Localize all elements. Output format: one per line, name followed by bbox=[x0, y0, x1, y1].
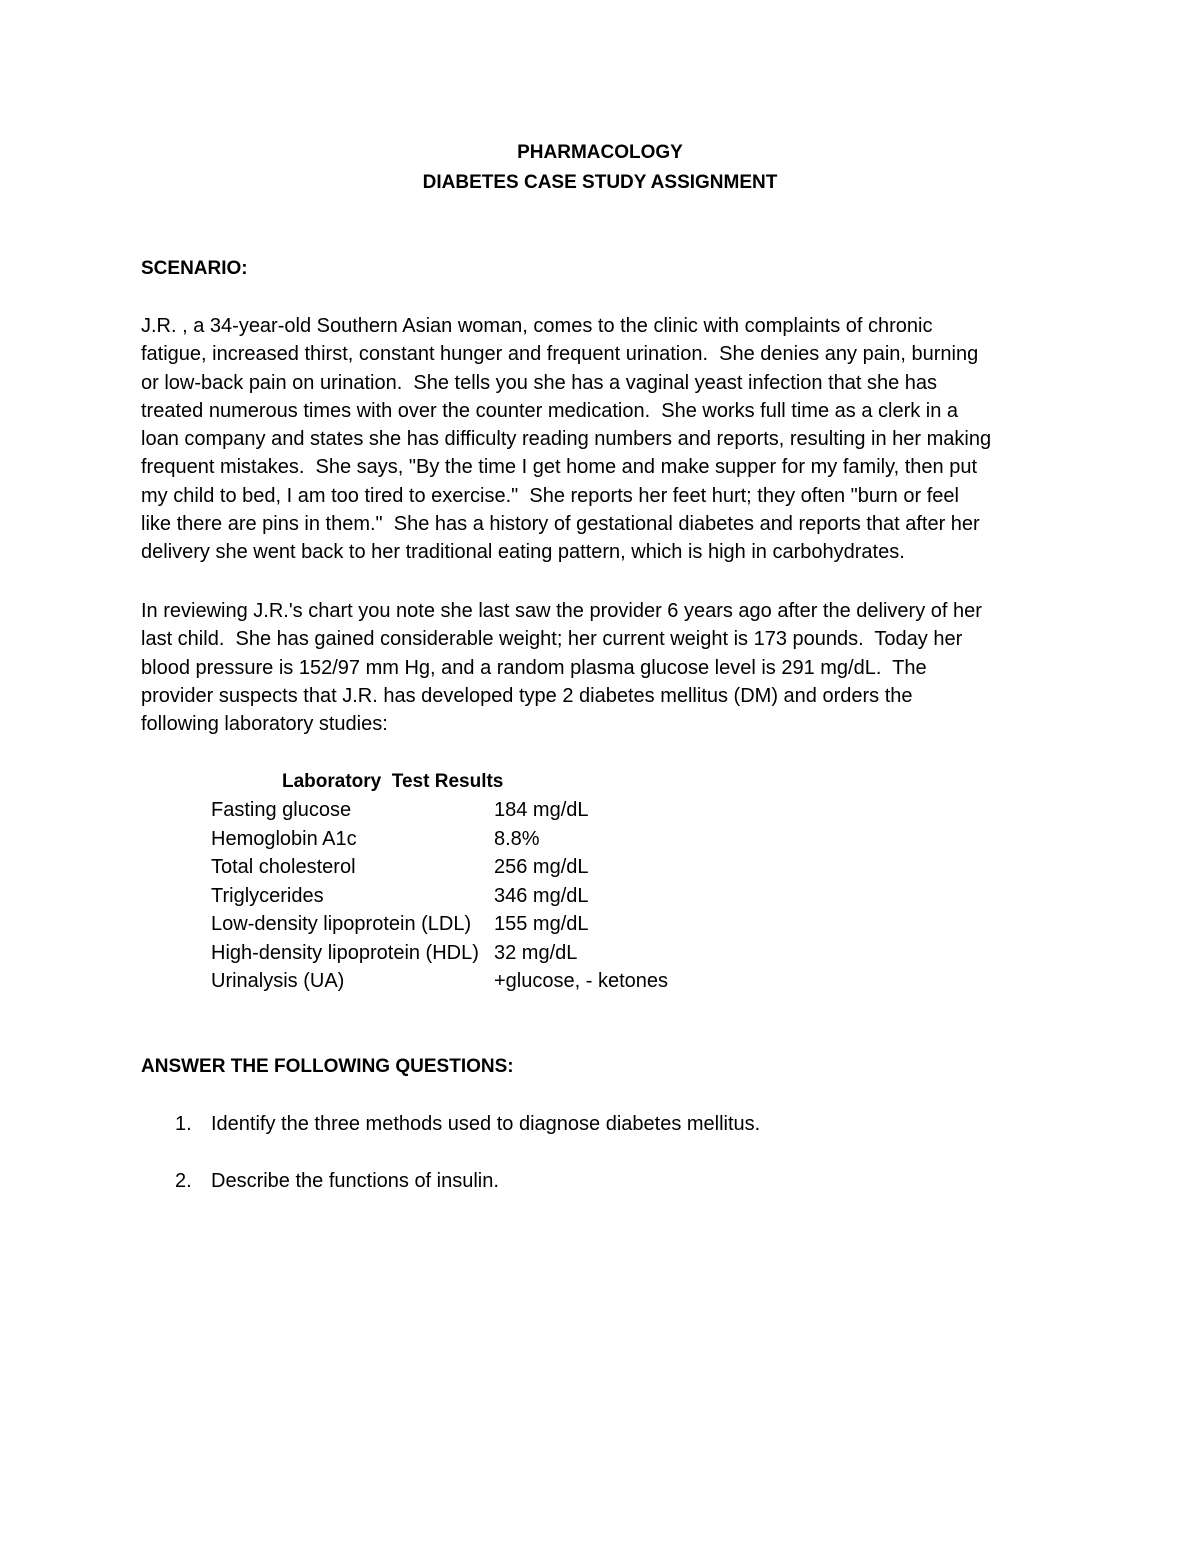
question-text: Describe the functions of insulin. bbox=[211, 1170, 499, 1192]
lab-test-result: +glucose, - ketones bbox=[494, 970, 668, 992]
scenario-line: loan company and states she has difficulty reading numbers and reports, resulting in her making bbox=[141, 428, 992, 451]
question-number: 1. bbox=[175, 1113, 192, 1135]
table-row bbox=[211, 910, 589, 939]
scenario-paragraph bbox=[141, 312, 1071, 567]
lab-test-result: 155 mg/dL bbox=[494, 913, 589, 935]
table-row bbox=[211, 967, 668, 996]
question-number: 2. bbox=[175, 1170, 192, 1192]
scenario-line: delivery she went back to her traditional eating pattern, which is high in carbohydrates. bbox=[141, 541, 905, 564]
lab-test-name: Hemoglobin A1c bbox=[211, 827, 357, 850]
table-row bbox=[211, 939, 578, 968]
scenario-line: treated numerous times with over the counter medication. She works full time as a clerk in a bbox=[141, 399, 959, 422]
scenario-line: fatigue, increased thirst, constant hunger and frequent urination. She denies any pain, burning bbox=[141, 343, 979, 366]
scenario-line: frequent mistakes. She says, "By the time I get home and make supper for my family, then put bbox=[141, 456, 978, 479]
table-row bbox=[211, 853, 589, 882]
questions-heading: ANSWER THE FOLLOWING QUESTIONS: bbox=[141, 1056, 514, 1077]
table-row bbox=[211, 882, 589, 911]
lab-test-result: 184 mg/dL bbox=[494, 799, 589, 821]
lab-test-result: 346 mg/dL bbox=[494, 884, 589, 907]
scenario-heading: SCENARIO: bbox=[141, 258, 248, 279]
scenario-line: or low-back pain on urination. She tells you she has a vaginal yeast infection that she has bbox=[141, 371, 938, 394]
lab-test-name: Fasting glucose bbox=[211, 799, 352, 821]
review-line: following laboratory studies: bbox=[141, 713, 388, 736]
lab-test-name: Total cholesterol bbox=[211, 856, 356, 878]
lab-test-result: 32 mg/dL bbox=[494, 941, 578, 964]
review-line: provider suspects that J.R. has developed type 2 diabetes mellitus (DM) and orders the bbox=[141, 684, 913, 707]
scenario-line: like there are pins in them." She has a history of gestational diabetes and reports that after her bbox=[141, 513, 980, 536]
review-line: last child. She has gained considerable weight; her current weight is 173 pounds. Today her bbox=[141, 628, 963, 651]
question-text: Identify the three methods used to diagnose diabetes mellitus. bbox=[211, 1113, 761, 1135]
review-line: In reviewing J.R.'s chart you note she last saw the provider 6 years ago after the delivery of her bbox=[141, 600, 982, 622]
lab-test-result: 8.8% bbox=[494, 827, 540, 850]
lab-test-name: Triglycerides bbox=[211, 884, 324, 907]
lab-test-result: 256 mg/dL bbox=[494, 856, 589, 878]
assignment-title: DIABETES CASE STUDY ASSIGNMENT bbox=[422, 172, 778, 193]
scenario-line: my child to bed, I am too tired to exercise." She reports her feet hurt; they often "burn or feel bbox=[141, 484, 959, 507]
review-paragraph bbox=[141, 597, 1071, 738]
table-row bbox=[211, 825, 540, 854]
lab-test-name: Low-density lipoprotein (LDL) bbox=[211, 913, 472, 935]
list-item bbox=[175, 1167, 499, 1279]
lab-test-name: High-density lipoprotein (HDL) bbox=[211, 941, 479, 964]
scenario-line: J.R. , a 34-year-old Southern Asian woman, comes to the clinic with complaints of chronic bbox=[141, 315, 933, 337]
lab-table-header: Laboratory Test Results bbox=[282, 771, 504, 792]
lab-test-name: Urinalysis (UA) bbox=[211, 970, 345, 992]
review-line: blood pressure is 152/97 mm Hg, and a random plasma glucose level is 291 mg/dL. The bbox=[141, 656, 927, 679]
table-row bbox=[211, 796, 589, 825]
course-title: PHARMACOLOGY bbox=[517, 142, 683, 163]
